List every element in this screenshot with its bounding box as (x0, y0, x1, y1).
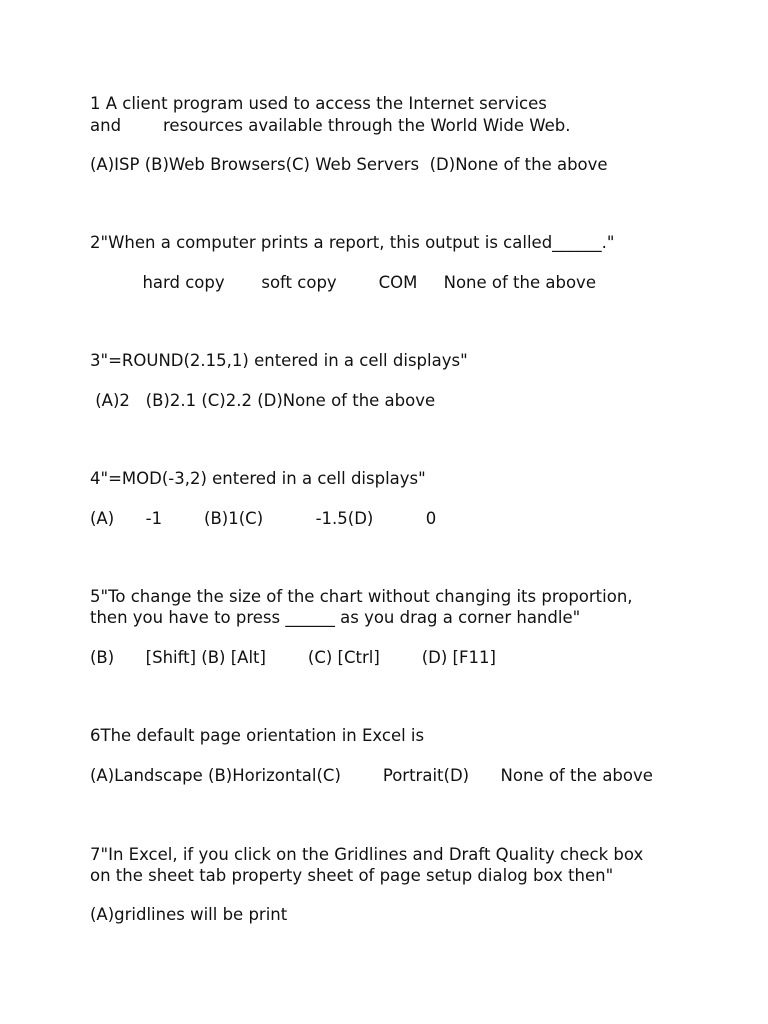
question-4-options: (A) -1 (B)1(C) -1.5(D) 0 (90, 509, 437, 528)
question-6-options: (A)Landscape (B)Horizontal(C) Portrait(D) None of the above (90, 766, 653, 785)
question-5-line-2: then you have to press ______ as you drag a corner handle" (90, 608, 581, 627)
question-2-options: hard copy soft copy COM None of the above (90, 273, 596, 292)
question-1-line-2: and resources available through the World Wide Web. (90, 116, 571, 135)
question-7-line-1: 7"In Excel, if you click on the Gridlines and Draft Quality check box (90, 845, 644, 864)
question-1-options: (A)ISP (B)Web Browsers(C) Web Servers (D)None of the above (90, 155, 608, 174)
question-3-line-1: 3"=ROUND(2.15,1) entered in a cell displays" (90, 351, 468, 370)
question-1-line-1: 1 A client program used to access the Internet services (90, 94, 547, 113)
question-5-options: (B) [Shift] (B) [Alt] (C) [Ctrl] (D) [F11] (90, 648, 496, 667)
question-7-options: (A)gridlines will be print (90, 905, 288, 924)
question-4-line-1: 4"=MOD(-3,2) entered in a cell displays" (90, 469, 426, 488)
question-6-line-1: 6The default page orientation in Excel is (90, 726, 425, 745)
question-2-line-1: 2"When a computer prints a report, this output is called______." (90, 233, 615, 252)
question-5-line-1: 5"To change the size of the chart without changing its proportion, (90, 587, 633, 606)
question-3-options: (A)2 (B)2.1 (C)2.2 (D)None of the above (90, 391, 436, 410)
question-7-line-2: on the sheet tab property sheet of page setup dialog box then" (90, 866, 614, 885)
